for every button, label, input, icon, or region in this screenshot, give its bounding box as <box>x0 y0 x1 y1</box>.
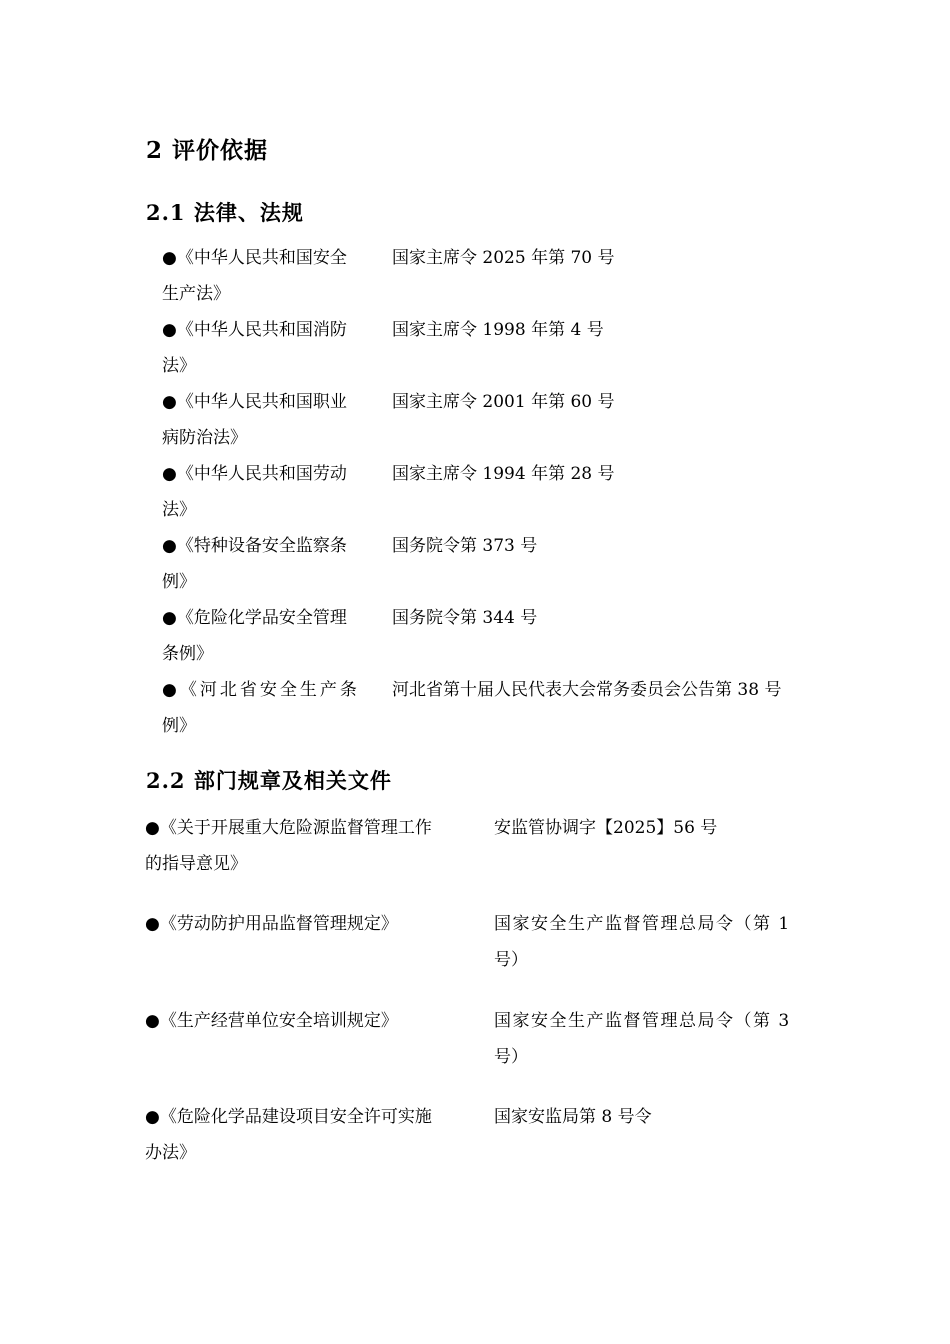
law-reference: 国家主席令 1994 年第 28 号 <box>392 464 615 484</box>
regulation-title: ●《危险化学品建设项目安全许可实施 办法》 <box>145 1107 432 1163</box>
chapter-heading: 2 评价依据 <box>146 137 269 164</box>
regulation-reference: 国家安全生产监督管理总局令（第 1 号） <box>494 914 791 970</box>
section-heading-regulations: 2.2 部门规章及相关文件 <box>146 768 392 793</box>
regulation-title: ●《劳动防护用品监督管理规定》 <box>145 914 398 934</box>
law-reference: 河北省第十届人民代表大会常务委员会公告第 38 号 <box>392 680 782 700</box>
law-title: ●《中华人民共和国劳动 法》 <box>162 464 347 520</box>
regulation-reference: 安监管协调字【2025】56 号 <box>494 818 718 838</box>
law-reference: 国家主席令 2001 年第 60 号 <box>392 392 615 412</box>
law-title: ●《中华人民共和国安全 生产法》 <box>162 248 347 304</box>
law-title: ●《中华人民共和国职业 病防治法》 <box>162 392 347 448</box>
law-reference: 国家主席令 1998 年第 4 号 <box>392 320 604 340</box>
law-title: ●《中华人民共和国消防 法》 <box>162 320 347 376</box>
law-title: ●《危险化学品安全管理 条例》 <box>162 608 347 664</box>
regulation-title: ●《关于开展重大危险源监督管理工作 的指导意见》 <box>145 818 432 874</box>
regulation-reference: 国家安监局第 8 号令 <box>494 1107 652 1127</box>
regulation-reference: 国家安全生产监督管理总局令（第 3 号） <box>494 1011 791 1067</box>
law-title: ●《特种设备安全监察条 例》 <box>162 536 347 592</box>
section-heading-laws: 2.1 法律、法规 <box>146 200 304 225</box>
law-reference: 国务院令第 344 号 <box>392 608 538 628</box>
law-reference: 国家主席令 2025 年第 70 号 <box>392 248 615 268</box>
law-reference: 国务院令第 373 号 <box>392 536 538 556</box>
law-title: ●《河北省安全生产条 例》 <box>162 680 360 736</box>
regulation-title: ●《生产经营单位安全培训规定》 <box>145 1011 398 1031</box>
